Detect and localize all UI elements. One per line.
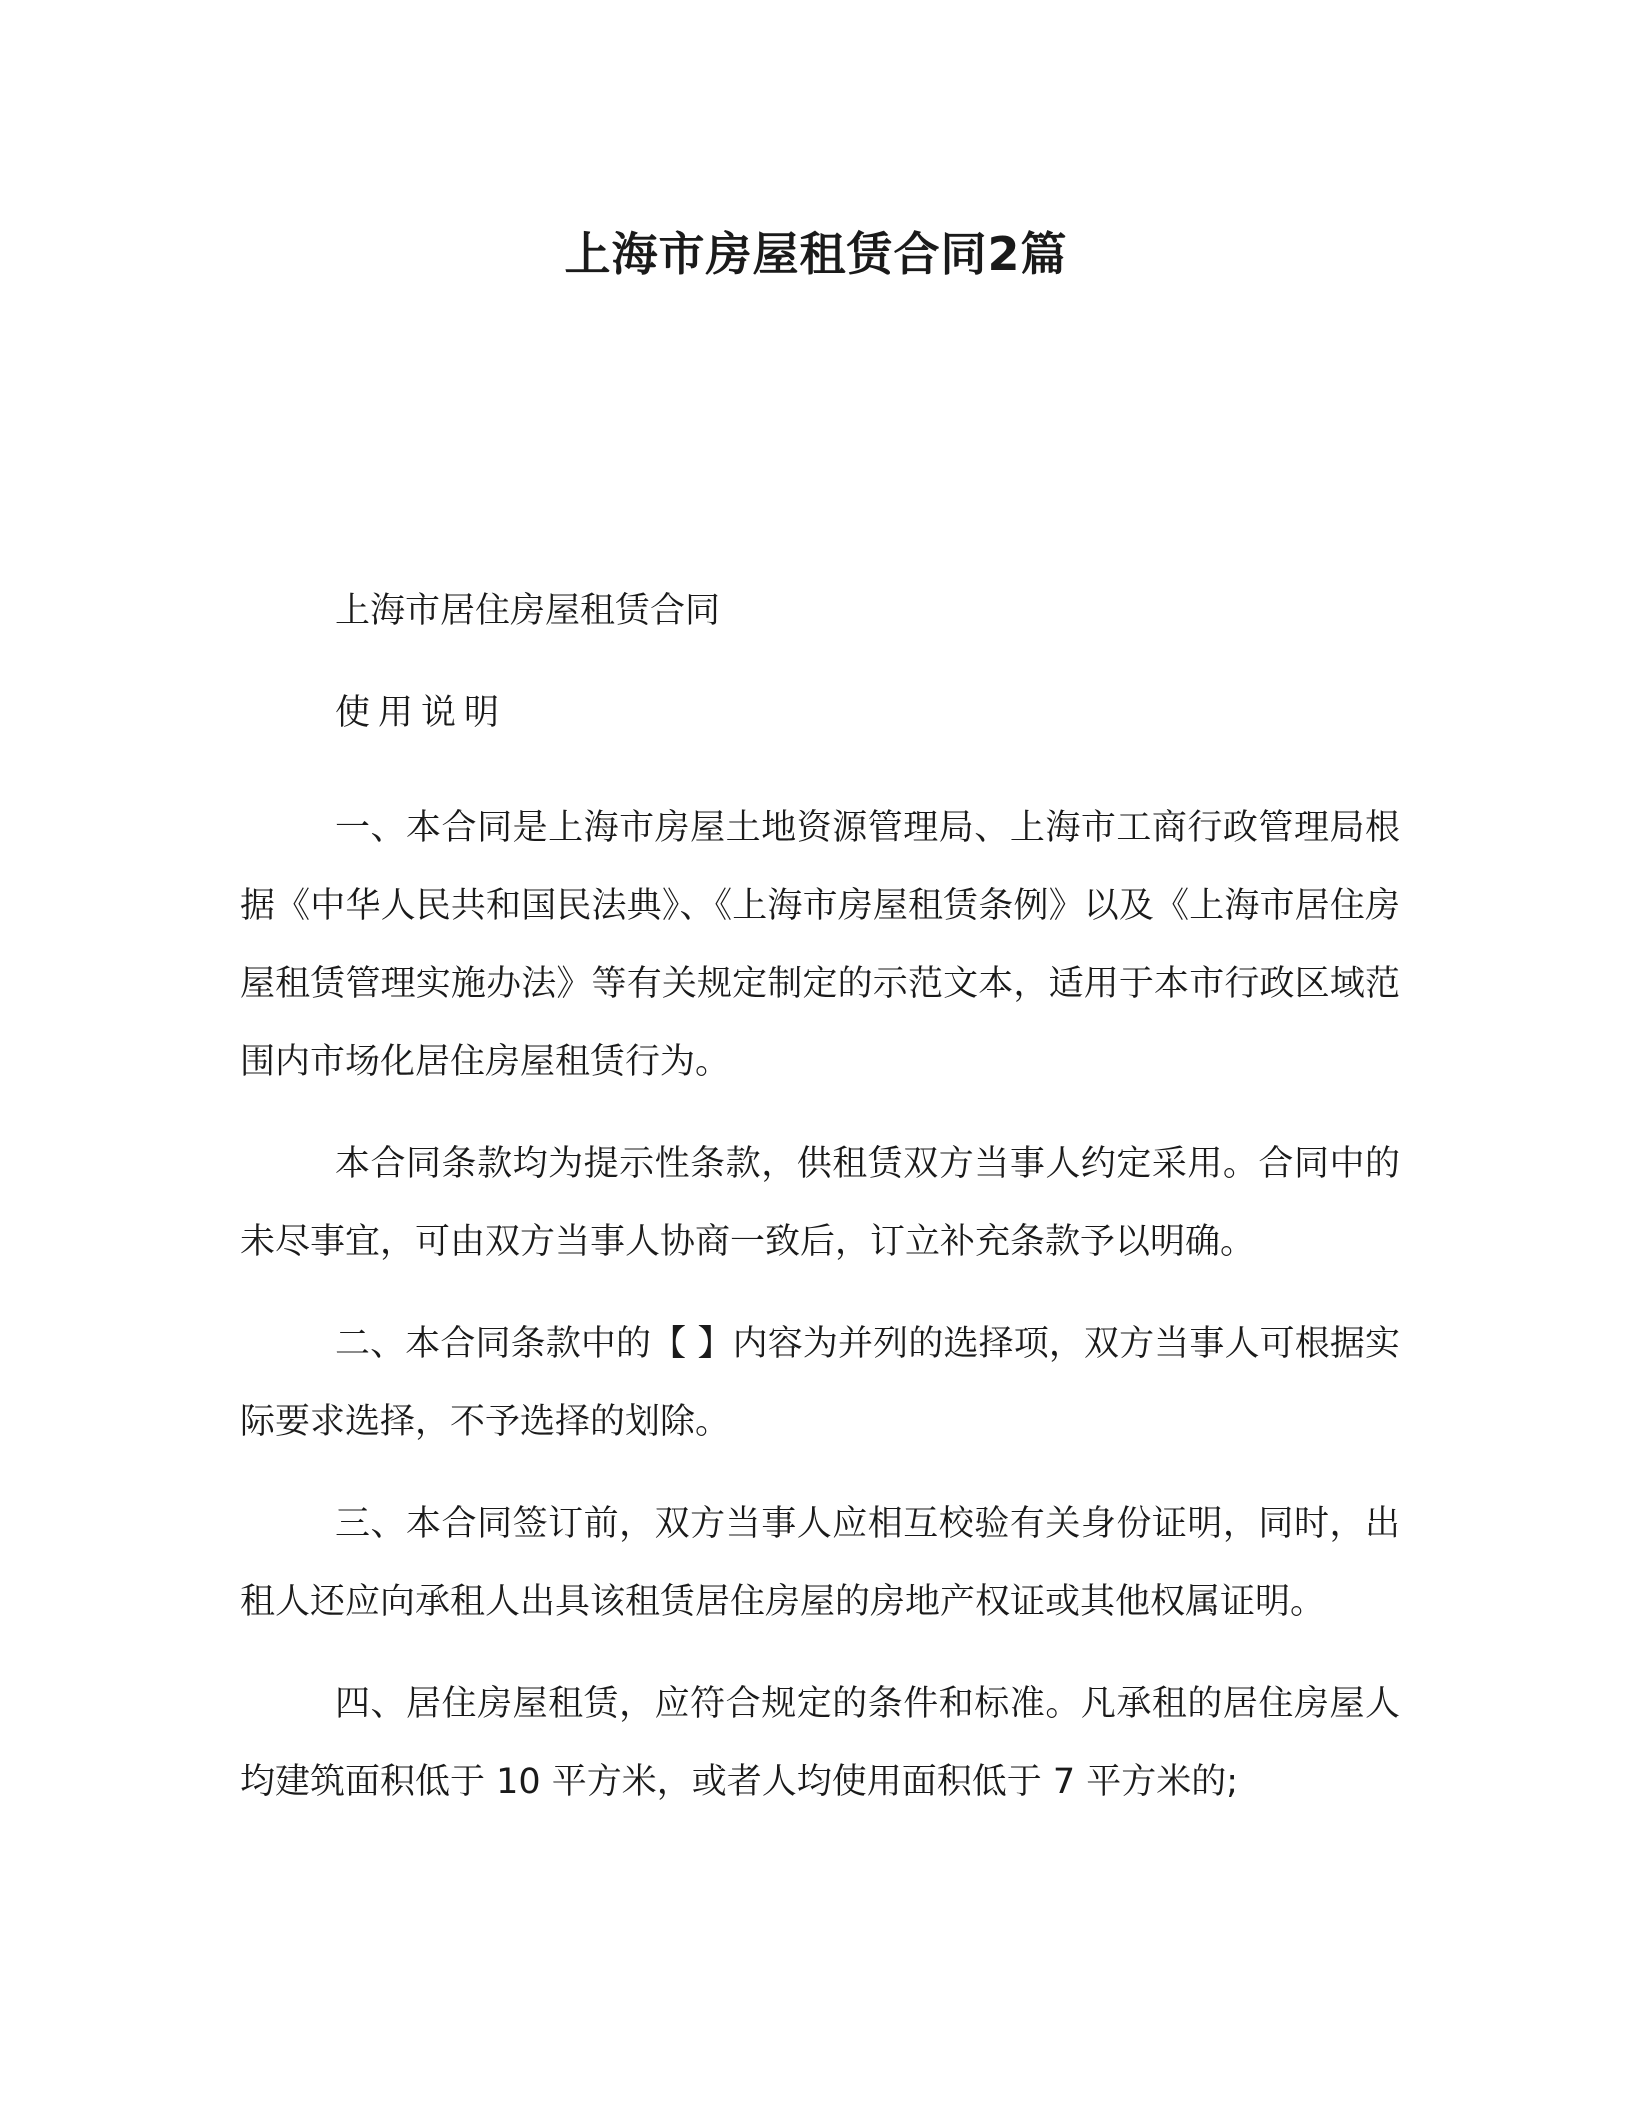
paragraph-2: 本合同条款均为提示性条款，供租赁双方当事人约定采用。合同中的未尽事宜，可由双方当事人协商一致后，订立补充条款予以明确。 <box>240 1144 1400 1262</box>
paragraph-1: 一、本合同是上海市房屋土地资源管理局、上海市工商行政管理局根据《中华人民共和国民法典》、《上海市房屋租赁条例》以及《上海市居住房屋租赁管理实施办法》等有关规定制定的示范文本，适用于本市行政区域范围内市场化居住房屋租赁行为。 <box>240 808 1400 1082</box>
contract-name-heading: 上海市居住房屋租赁合同 <box>335 591 721 631</box>
usage-instructions-heading: 使用说明 <box>335 693 508 733</box>
paragraph-3: 二、本合同条款中的【 】内容为并列的选择项，双方当事人可根据实际要求选择，不予选择的划除。 <box>240 1324 1400 1442</box>
paragraph-4: 三、本合同签订前，双方当事人应相互校验有关身份证明，同时，出租人还应向承租人出具该租赁居住房屋的房地产权证或其他权属证明。 <box>240 1504 1400 1622</box>
document-body <box>240 585 1400 1845</box>
paragraph-5: 四、居住房屋租赁，应符合规定的条件和标准。凡承租的居住房屋人均建筑面积低于 10 平方米，或者人均使用面积低于 7 平方米的; <box>240 1684 1400 1802</box>
document-title: 上海市房屋租赁合同2篇 <box>564 227 1068 281</box>
